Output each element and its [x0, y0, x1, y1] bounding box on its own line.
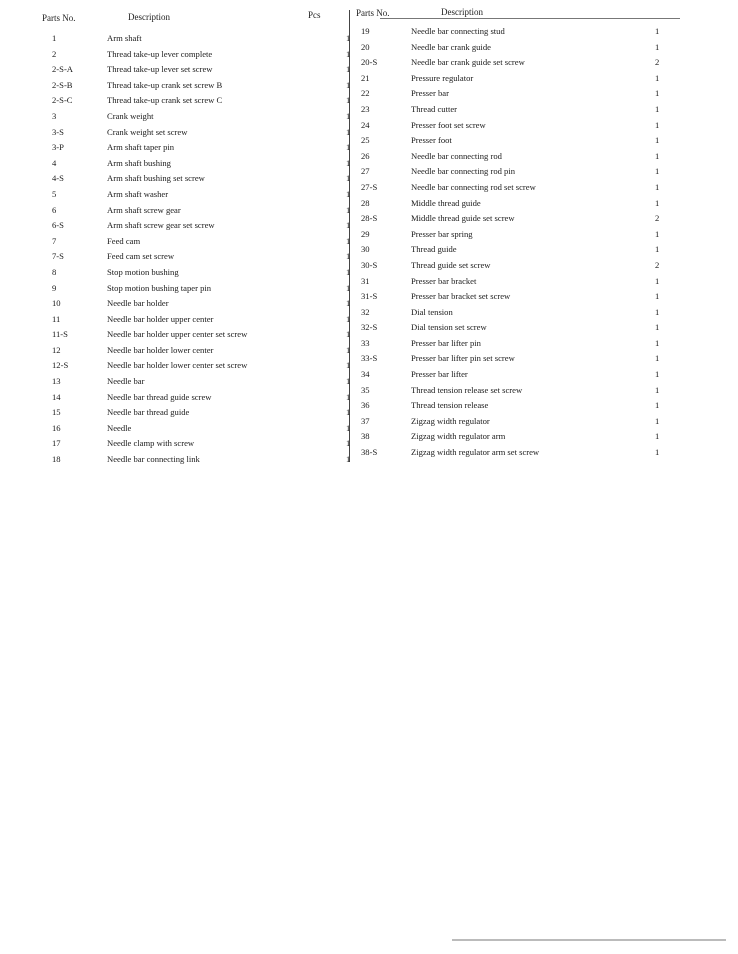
part-number: 6: [52, 204, 57, 215]
header-rule: [380, 18, 680, 19]
table-row: [361, 196, 671, 212]
part-number: 2: [52, 48, 57, 59]
table-row: [361, 118, 671, 134]
table-row: [52, 125, 352, 141]
table-row: [52, 93, 352, 109]
part-description: Presser bar bracket: [411, 275, 477, 286]
part-quantity: 1: [346, 282, 351, 293]
part-number: 14: [52, 391, 61, 402]
part-number: 7-S: [52, 251, 64, 262]
part-quantity: 1: [346, 376, 351, 387]
part-number: 21: [361, 72, 370, 83]
part-description: Needle bar holder upper center set screw: [107, 329, 248, 340]
part-quantity: 1: [346, 329, 351, 340]
part-description: Presser foot set screw: [411, 119, 486, 130]
part-quantity: 1: [346, 454, 351, 465]
left-description-header: Description: [128, 12, 170, 22]
part-quantity: 1: [346, 48, 351, 59]
table-row: [52, 312, 352, 328]
table-row: [52, 281, 352, 297]
part-quantity: 1: [346, 438, 351, 449]
part-number: 25: [361, 135, 370, 146]
part-number: 1: [52, 33, 57, 43]
part-quantity: 1: [655, 447, 660, 458]
table-row: [361, 242, 671, 258]
part-number: 4: [52, 157, 57, 168]
part-description: Presser foot: [411, 135, 452, 146]
table-row: [361, 86, 671, 102]
table-row: [361, 336, 671, 352]
table-row: [52, 218, 352, 234]
part-quantity: 1: [346, 360, 351, 371]
table-row: [52, 234, 352, 250]
table-row: [52, 390, 352, 406]
part-description: Thread guide: [411, 244, 457, 255]
part-quantity: 1: [346, 313, 351, 324]
part-quantity: 1: [655, 119, 660, 130]
part-description: Thread cutter: [411, 103, 458, 114]
part-number: 28: [361, 197, 370, 208]
part-number: 30: [361, 244, 370, 255]
part-quantity: 1: [346, 110, 351, 121]
part-description: Arm shaft bushing set screw: [107, 173, 205, 184]
part-quantity: 1: [346, 422, 351, 433]
table-row: [52, 109, 352, 125]
part-quantity: 1: [346, 79, 351, 90]
part-number: 2-S-C: [52, 95, 73, 106]
part-number: 26: [361, 150, 370, 161]
table-row: [52, 156, 352, 172]
part-description: Presser bar bracket set screw: [411, 291, 511, 302]
part-quantity: 1: [655, 181, 660, 192]
part-description: Needle bar connecting link: [107, 454, 200, 465]
table-row: [361, 383, 671, 399]
table-row: [361, 445, 671, 461]
table-row: [52, 343, 352, 359]
table-row: [361, 71, 671, 87]
part-number: 12: [52, 344, 61, 355]
part-quantity: 1: [655, 322, 660, 333]
part-number: 2-S-A: [52, 64, 74, 75]
part-quantity: 2: [655, 57, 660, 68]
part-description: Arm shaft screw gear set screw: [107, 220, 215, 231]
part-number: 6-S: [52, 220, 64, 231]
part-quantity: 1: [655, 306, 660, 317]
pcs-header: Pcs: [308, 10, 321, 20]
part-description: Presser bar lifter: [411, 369, 468, 380]
part-description: Needle bar connecting stud: [411, 26, 505, 36]
table-row: [52, 47, 352, 63]
part-description: Crank weight: [107, 110, 154, 121]
part-number: 38: [361, 431, 370, 442]
right-description-header: Description: [441, 7, 483, 17]
table-row: [361, 102, 671, 118]
part-quantity: 1: [655, 291, 660, 302]
part-quantity: 1: [346, 64, 351, 75]
part-number: 38-S: [361, 447, 378, 458]
table-row: [361, 367, 671, 383]
table-row: [52, 203, 352, 219]
part-number: 3-S: [52, 126, 64, 137]
table-row: [52, 374, 352, 390]
part-quantity: 1: [655, 135, 660, 146]
right-parts-no-header: Parts No.: [356, 8, 390, 18]
part-description: Stop motion bushing: [107, 266, 179, 277]
part-quantity: 1: [346, 251, 351, 262]
part-number: 35: [361, 384, 370, 395]
part-quantity: 1: [346, 95, 351, 106]
part-description: Thread take-up crank set screw B: [107, 79, 223, 90]
part-description: Feed cam set screw: [107, 251, 175, 262]
part-description: Thread take-up lever complete: [107, 48, 213, 59]
part-description: Needle bar thread guide: [107, 407, 190, 418]
part-number: 30-S: [361, 259, 378, 270]
part-number: 4-S: [52, 173, 64, 184]
part-description: Dial tension set screw: [411, 322, 487, 333]
part-description: Needle bar connecting rod pin: [411, 166, 516, 177]
table-row: [361, 55, 671, 71]
part-quantity: 1: [655, 72, 660, 83]
part-description: Zigzag width regulator arm set screw: [411, 447, 540, 458]
part-description: Thread take-up lever set screw: [107, 64, 213, 75]
part-description: Needle bar holder lower center: [107, 344, 214, 355]
part-description: Thread guide set screw: [411, 259, 491, 270]
part-quantity: 1: [655, 41, 660, 52]
part-number: 7: [52, 235, 57, 246]
part-description: Needle bar holder: [107, 298, 169, 309]
part-quantity: 1: [655, 166, 660, 177]
part-description: Zigzag width regulator arm: [411, 431, 506, 442]
part-number: 33-S: [361, 353, 378, 364]
part-description: Middle thread guide set screw: [411, 213, 515, 224]
part-quantity: 1: [346, 157, 351, 168]
part-number: 23: [361, 103, 370, 114]
table-row: [361, 40, 671, 56]
part-description: Zigzag width regulator: [411, 415, 490, 426]
part-description: Needle: [107, 422, 132, 433]
part-description: Middle thread guide: [411, 197, 481, 208]
part-description: Presser bar spring: [411, 228, 473, 239]
table-row: [361, 320, 671, 336]
part-description: Feed cam: [107, 235, 141, 246]
part-quantity: 2: [655, 213, 660, 224]
table-row: [52, 358, 352, 374]
part-description: Thread tension release set screw: [411, 384, 523, 395]
part-number: 27: [361, 166, 370, 177]
table-row: [52, 140, 352, 156]
part-description: Presser bar lifter pin set screw: [411, 353, 515, 364]
table-row: [361, 289, 671, 305]
table-row: [361, 351, 671, 367]
part-number: 11: [52, 313, 61, 324]
part-number: 18: [52, 454, 61, 465]
part-number: 12-S: [52, 360, 69, 371]
part-number: 32-S: [361, 322, 378, 333]
part-number: 5: [52, 188, 57, 199]
table-row: [52, 171, 352, 187]
part-number: 31: [361, 275, 370, 286]
part-number: 20-S: [361, 57, 378, 68]
part-description: Needle bar connecting rod set screw: [411, 181, 536, 192]
part-quantity: 1: [655, 415, 660, 426]
part-quantity: 1: [346, 33, 351, 43]
part-quantity: 1: [655, 431, 660, 442]
table-row: [361, 429, 671, 445]
part-description: Arm shaft washer: [107, 188, 169, 199]
part-quantity: 1: [655, 384, 660, 395]
part-quantity: 1: [346, 266, 351, 277]
part-number: 33: [361, 337, 370, 348]
part-number: 17: [52, 438, 61, 449]
part-description: Needle clamp with screw: [107, 438, 195, 449]
part-quantity: 1: [346, 220, 351, 231]
part-number: 34: [361, 369, 370, 380]
part-description: Needle bar thread guide screw: [107, 391, 212, 402]
part-description: Arm shaft: [107, 33, 142, 43]
table-row: [52, 31, 352, 47]
part-quantity: 2: [655, 259, 660, 270]
part-number: 19: [361, 26, 370, 36]
table-row: [52, 249, 352, 265]
part-description: Stop motion bushing taper pin: [107, 282, 212, 293]
part-description: Needle bar holder upper center: [107, 313, 214, 324]
part-number: 32: [361, 306, 370, 317]
part-quantity: 1: [346, 391, 351, 402]
part-quantity: 1: [655, 26, 660, 36]
part-number: 24: [361, 119, 370, 130]
part-quantity: 1: [346, 298, 351, 309]
part-quantity: 1: [655, 337, 660, 348]
part-description: Thread take-up crank set screw C: [107, 95, 223, 106]
table-row: [52, 327, 352, 343]
table-row: [52, 436, 352, 452]
table-row: [361, 305, 671, 321]
part-description: Thread tension release: [411, 400, 489, 411]
part-number: 15: [52, 407, 61, 418]
part-description: Pressure regulator: [411, 72, 474, 83]
table-row: [52, 452, 352, 468]
part-description: Dial tension: [411, 306, 453, 317]
part-number: 16: [52, 422, 61, 433]
part-quantity: 1: [346, 204, 351, 215]
part-quantity: 1: [655, 400, 660, 411]
part-number: 2-S-B: [52, 79, 73, 90]
part-number: 11-S: [52, 329, 68, 340]
part-quantity: 1: [346, 173, 351, 184]
part-description: Presser bar lifter pin: [411, 337, 481, 348]
part-quantity: 1: [655, 88, 660, 99]
part-number: 10: [52, 298, 61, 309]
part-number: 31-S: [361, 291, 378, 302]
part-number: 8: [52, 266, 57, 277]
part-number: 3: [52, 110, 57, 121]
table-row: [52, 78, 352, 94]
part-quantity: 1: [655, 228, 660, 239]
part-quantity: 1: [655, 369, 660, 380]
part-quantity: 1: [346, 126, 351, 137]
table-row: [52, 421, 352, 437]
part-number: 28-S: [361, 213, 378, 224]
table-row: [52, 296, 352, 312]
part-quantity: 1: [655, 244, 660, 255]
part-number: 36: [361, 400, 370, 411]
table-row: [52, 62, 352, 78]
table-row: [361, 227, 671, 243]
part-quantity: 1: [655, 150, 660, 161]
part-description: Presser bar: [411, 88, 449, 99]
part-description: Needle bar holder lower center set screw: [107, 360, 248, 371]
part-quantity: 1: [655, 353, 660, 364]
part-description: Arm shaft bushing: [107, 157, 171, 168]
part-quantity: 1: [346, 407, 351, 418]
part-number: 22: [361, 88, 370, 99]
part-quantity: 1: [346, 344, 351, 355]
part-number: 9: [52, 282, 57, 293]
table-row: [361, 274, 671, 290]
table-row: [361, 398, 671, 414]
part-description: Needle bar: [107, 376, 145, 387]
left-parts-no-header: Parts No.: [42, 13, 76, 23]
part-number: 20: [361, 41, 370, 52]
part-description: Needle bar crank guide: [411, 41, 491, 52]
table-row: [361, 414, 671, 430]
table-row: [361, 164, 671, 180]
part-number: 37: [361, 415, 370, 426]
part-quantity: 1: [655, 197, 660, 208]
part-number: 27-S: [361, 181, 378, 192]
part-description: Crank weight set screw: [107, 126, 188, 137]
part-description: Arm shaft screw gear: [107, 204, 181, 215]
part-quantity: 1: [655, 103, 660, 114]
part-description: Needle bar connecting rod: [411, 150, 502, 161]
table-row: [361, 258, 671, 274]
part-quantity: 1: [346, 142, 351, 153]
left-parts-table: [52, 31, 352, 468]
table-row: [361, 211, 671, 227]
part-quantity: 1: [655, 275, 660, 286]
table-row: [361, 24, 671, 40]
bottom-scan-rule: [452, 939, 726, 941]
table-row: [361, 149, 671, 165]
part-description: Needle bar crank guide set screw: [411, 57, 525, 68]
table-row: [52, 405, 352, 421]
part-quantity: 1: [346, 235, 351, 246]
table-row: [361, 133, 671, 149]
part-quantity: 1: [346, 188, 351, 199]
part-number: 13: [52, 376, 61, 387]
table-row: [52, 187, 352, 203]
part-description: Arm shaft taper pin: [107, 142, 175, 153]
table-row: [361, 180, 671, 196]
right-parts-table: [361, 24, 671, 461]
part-number: 29: [361, 228, 370, 239]
table-row: [52, 265, 352, 281]
part-number: 3-P: [52, 142, 64, 153]
